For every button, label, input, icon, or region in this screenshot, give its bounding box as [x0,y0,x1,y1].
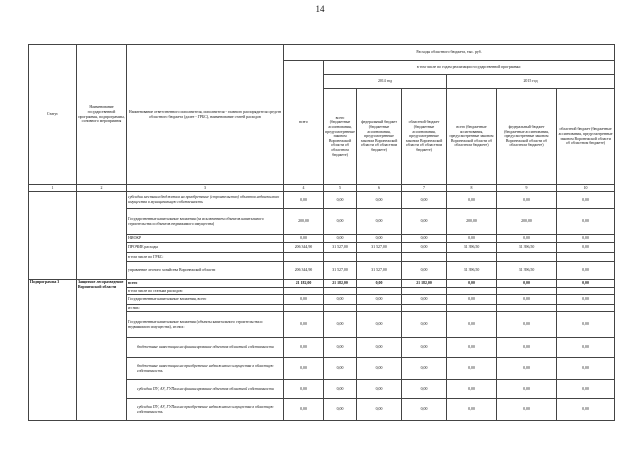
row-value [447,253,497,262]
row-value: 0,00 [284,312,324,338]
row-value: 0,00 [497,312,557,338]
row-value: 200,00 [447,209,497,235]
row-value: 0,00 [284,338,324,358]
row-value: 0,00 [324,338,357,358]
row-value: 0,00 [402,262,447,280]
row-value: 0,00 [447,399,497,421]
row-value: 0,00 [284,358,324,380]
header-program-name: Наименование государственной программы, подпрограммы, основного мероприятия [77,45,127,185]
header-2014-federal: федеральный бюджет (бюджетные ассигнования, предусмотренные законом Воронежской области об областном бюджете) [357,89,402,185]
row-value: 0,00 [497,358,557,380]
header-2015-total: всего (бюджетные ассигнования, предусмотренные законом Воронежской области об областном бюджете) [447,89,497,185]
row-value: 0,00 [557,358,615,380]
row-value: 0,00 [284,295,324,305]
row-value: 31 527,00 [357,262,402,280]
row-value: 0,00 [357,235,402,243]
header-2015-regional: областной бюджет (бюджетные ассигнования, предусмотренные законом Воронежской области об областном бюджете) [557,89,615,185]
row-value: 200,00 [284,209,324,235]
row-value: 0,00 [357,338,402,358]
row-value: 0,00 [357,192,402,209]
row-value: 0,00 [324,192,357,209]
row-value: 0,00 [284,192,324,209]
header-by-year: в том числе по годам реализации государственной программы: [324,61,615,75]
column-number: 5 [324,185,357,192]
row-value [447,305,497,312]
row-value: 0,00 [324,209,357,235]
row-value: 0,00 [497,338,557,358]
header-2015-federal: федеральный бюджет (бюджетные ассигнования, предусмотренные законом Воронежской области об областном бюджете) [497,89,557,185]
row-value [402,305,447,312]
status-cell-empty [29,192,77,280]
row-value: 0,00 [284,399,324,421]
row-value: 0,00 [447,295,497,305]
row-value: 0,00 [497,295,557,305]
row-value: 0,00 [357,358,402,380]
column-number: 9 [497,185,557,192]
row-value: 0,00 [447,380,497,399]
row-value [357,253,402,262]
row-value: 0,00 [357,380,402,399]
row-value: 0,00 [357,399,402,421]
row-value [497,305,557,312]
row-value: 0,00 [402,209,447,235]
header-expenses: Расходы областного бюджета, тыс. руб. [284,45,615,61]
row-value: 0,00 [557,280,615,288]
row-value: 31 396,50 [447,243,497,253]
row-value: 0,00 [557,209,615,235]
row-value [324,288,357,295]
row-value: 0,00 [402,192,447,209]
row-value [497,253,557,262]
row-value: 0,00 [557,338,615,358]
row-label: субсидии ПУ, АУ, ГУПам на приобретение недвижимого имущества в областную собственность [127,399,284,421]
column-number: 6 [357,185,402,192]
row-label: бюджетные инвестиции на финансирование объектов областной собственности [127,338,284,358]
row-label: в том числе по статьям расходов: [127,288,284,295]
row-value: 31 527,00 [357,243,402,253]
row-value [557,288,615,295]
row-label: в том числе по ГРБС: [127,253,284,262]
header-total: всего [284,61,324,185]
row-value: 0,00 [402,338,447,358]
row-value: 0,00 [402,358,447,380]
row-value: 0,00 [557,262,615,280]
row-value: 0,00 [402,312,447,338]
row-value: 21 182,00 [324,280,357,288]
row-value: 0,00 [324,295,357,305]
row-label: Государственные капитальные вложения (объекты капитального строительства и недвижимого имущества), из них: [127,312,284,338]
row-value: 0,00 [357,280,402,288]
row-value [557,305,615,312]
table-row [29,280,615,288]
row-value: 0,00 [497,280,557,288]
header-2014-total: всего (бюджетные ассигнования, предусмотренные законом Воронежской области об областном бюджете) [324,89,357,185]
row-value: 206 344,90 [284,262,324,280]
row-value: 0,00 [447,358,497,380]
row-value: 0,00 [324,399,357,421]
column-number: 4 [284,185,324,192]
row-value: 0,00 [402,243,447,253]
row-value: 31 527,00 [324,262,357,280]
row-value: 0,00 [557,399,615,421]
row-label: из них: [127,305,284,312]
row-value: 31 396,50 [497,262,557,280]
row-value: 0,00 [357,295,402,305]
row-value: 0,00 [324,358,357,380]
row-value: 200,00 [497,209,557,235]
row-value: 0,00 [557,380,615,399]
row-value: 0,00 [402,235,447,243]
column-number: 2 [77,185,127,192]
row-label: субсидии ПУ, АУ, ГУПам на финансирование объектов областной собственности [127,380,284,399]
table-row [29,192,615,209]
row-value: 0,00 [357,209,402,235]
row-value: 21 182,00 [284,280,324,288]
header-executor: Наименование ответственного исполнителя, исполнителя - главного распорядителя средств областного бюджета (далее - ГРБС), наименование статей расходов [127,45,284,185]
row-value: 0,00 [324,312,357,338]
column-number: 3 [127,185,284,192]
row-value: 206 344,90 [284,243,324,253]
row-value [357,305,402,312]
page-number: 14 [315,4,325,14]
row-value: 0,00 [357,312,402,338]
row-value [284,305,324,312]
row-label: бюджетные инвестиции на приобретение недвижимого имущества в областную собственность [127,358,284,380]
row-label: Государственные капитальные вложения, всего [127,295,284,305]
subprogram-status: Подпрограмма 3 [29,280,77,421]
row-value: 0,00 [402,295,447,305]
budget-table-sheet [28,44,614,421]
subprogram-name: Защитное лесоразведение Воронежской области [77,280,127,421]
row-value: 0,00 [497,235,557,243]
row-label: ПРОЧИЕ расходы [127,243,284,253]
row-value [447,288,497,295]
row-value: 0,00 [557,312,615,338]
row-value [402,288,447,295]
row-value [284,288,324,295]
row-label: Государственные капитальные вложения (за исключением объектов капитального строительства и объектов недвижимого имущества) [127,209,284,235]
budget-table [28,44,615,421]
row-label: НИОКР [127,235,284,243]
row-value: 0,00 [557,295,615,305]
row-value: 0,00 [447,312,497,338]
row-value: 31 396,50 [497,243,557,253]
column-number: 10 [557,185,615,192]
row-value [402,253,447,262]
header-year-2015: 2015 год [447,75,615,89]
row-value: 0,00 [447,235,497,243]
row-value: 0,00 [324,235,357,243]
row-label: всего [127,280,284,288]
row-value: 0,00 [447,192,497,209]
row-value [324,253,357,262]
row-label: субсидии местным бюджетам на приобретение (строительство) объектов недвижимого имущества в муниципальную собственность [127,192,284,209]
row-value: 31 396,50 [447,262,497,280]
column-number: 1 [29,185,77,192]
header-status: Статус [29,45,77,185]
row-value: 0,00 [497,380,557,399]
header-2014-regional: областной бюджет (бюджетные ассигнования, предусмотренные законом Воронежской области об областном бюджете) [402,89,447,185]
row-value [557,253,615,262]
row-value: 0,00 [447,280,497,288]
column-number: 7 [402,185,447,192]
row-label: управление лесного хозяйства Воронежской области [127,262,284,280]
row-value [357,288,402,295]
row-value: 21 182,00 [402,280,447,288]
row-value [324,305,357,312]
row-value: 0,00 [284,235,324,243]
name-cell-empty [77,192,127,280]
column-number: 8 [447,185,497,192]
header-year-2014: 2014 год [324,75,447,89]
row-value [284,253,324,262]
row-value: 31 527,00 [324,243,357,253]
row-value: 0,00 [497,399,557,421]
row-value: 0,00 [284,380,324,399]
row-value: 0,00 [557,235,615,243]
row-value: 0,00 [497,192,557,209]
row-value: 0,00 [324,380,357,399]
row-value: 0,00 [557,243,615,253]
row-value [497,288,557,295]
row-value: 0,00 [557,192,615,209]
row-value: 0,00 [402,380,447,399]
row-value: 0,00 [447,338,497,358]
row-value: 0,00 [402,399,447,421]
